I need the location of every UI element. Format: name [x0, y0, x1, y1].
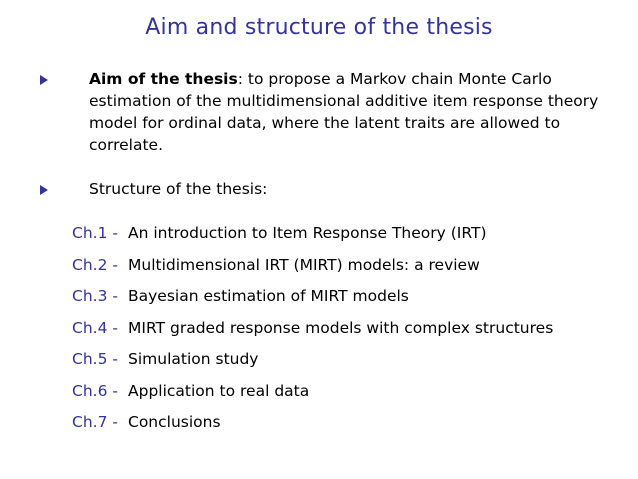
chapter-item: [72, 411, 553, 443]
chapter-title: Bayesian estimation of MIRT models: [128, 287, 409, 305]
slide-title: Aim and structure of the thesis: [145, 15, 493, 40]
aim-text-block: [89, 68, 600, 156]
chapter-number: Ch.2 -: [72, 255, 118, 274]
chapter-number: Ch.3 -: [72, 287, 118, 305]
aim-description: : to propose a Markov chain Monte Carlo estimation of the multidimensional additive item response theory model for ordinal data, where the latent traits are allowed to correlate.: [89, 70, 599, 154]
chapter-item: [72, 348, 553, 380]
chapter-list: [72, 222, 553, 443]
chapter-item: [72, 222, 553, 254]
bullet-structure: [40, 178, 600, 200]
chapter-number: Ch.6 -: [72, 381, 118, 400]
chapter-title: Application to real data: [128, 381, 310, 400]
chapter-item: [72, 317, 553, 349]
structure-label: Structure of the thesis:: [89, 180, 268, 198]
chapter-item: [72, 285, 553, 317]
chapter-number: Ch.4 -: [72, 318, 118, 337]
chapter-title: Conclusions: [128, 413, 221, 431]
chapter-title: MIRT graded response models with complex structures: [128, 318, 554, 337]
chapter-title: An introduction to Item Response Theory (IRT): [128, 224, 487, 242]
chapter-number: Ch.5 -: [72, 350, 118, 368]
chapter-title: Multidimensional IRT (MIRT) models: a review: [128, 255, 480, 274]
bullet-triangle-icon: [40, 185, 48, 195]
chapter-number: Ch.1 -: [72, 224, 118, 242]
chapter-item: [72, 254, 553, 286]
bullet-triangle-icon: [40, 75, 48, 85]
chapter-item: [72, 380, 553, 412]
bullet-aim: [40, 68, 600, 156]
chapter-title: Simulation study: [128, 350, 259, 368]
aim-label: Aim of the thesis: [89, 70, 238, 88]
chapter-number: Ch.7 -: [72, 413, 118, 431]
